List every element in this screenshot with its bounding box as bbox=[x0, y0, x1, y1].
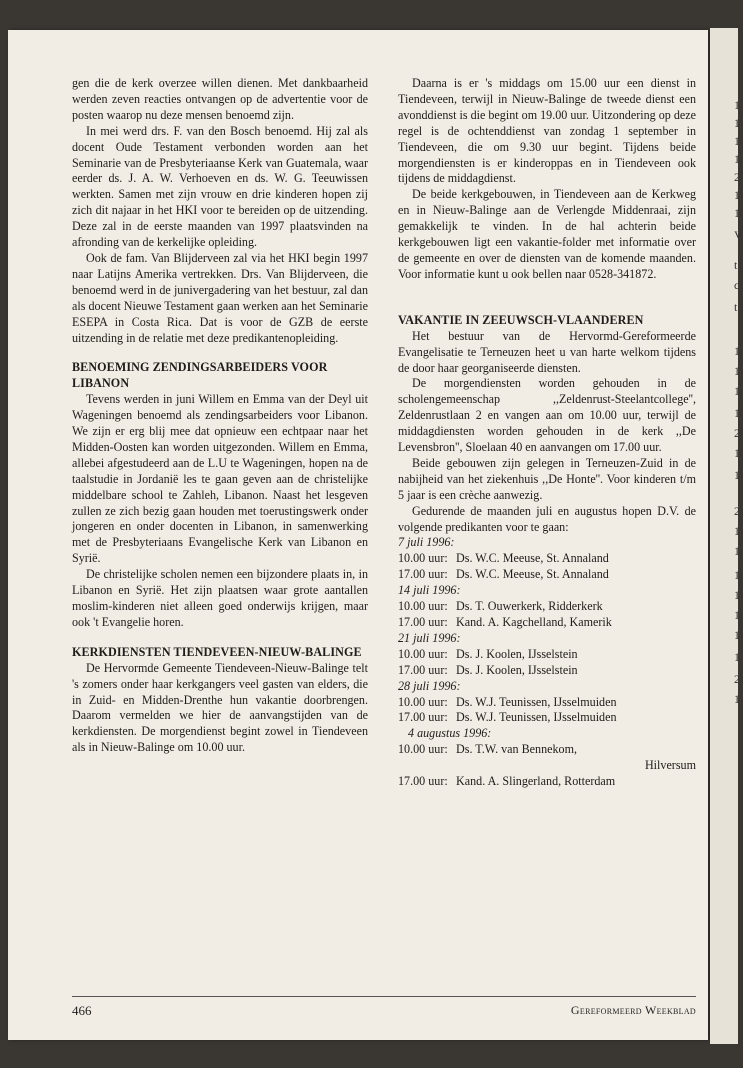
schedule-row bbox=[398, 774, 696, 790]
paragraph: gen die de kerk overzee willen dienen. Met dankbaarheid werden zeven reacties ontvangen op de advertentie voor de posten waarop nu deze mensen benoemd zijn. bbox=[72, 76, 368, 122]
adjacent-page-text-fragment: t bbox=[734, 300, 738, 314]
paragraph: De morgendiensten worden gehouden in de scholengemeenschap ,,Zeldenrust-Steelantcollege'', Zeldenrustlaan 2 en vangen aan om 10.00 uur, terwijl de middagdiensten worden gehouden in de kerk ,,De Levensbron'', Sloelaan 40 en aanvangen om 17.00 uur. bbox=[398, 376, 696, 455]
schedule-row bbox=[398, 615, 696, 631]
adjacent-page-text-fragment: V bbox=[734, 228, 743, 242]
preacher: Ds. J. Koolen, IJsselstein bbox=[456, 646, 578, 661]
adjacent-page-text-fragment: 1 bbox=[734, 384, 740, 398]
schedule-row bbox=[398, 710, 696, 726]
paragraph: Tevens werden in juni Willem en Emma van der Deyl uit Wageningen benoemd als zendingsarbeiders voor Libanon. We zijn er erg blij mee dat opnieuw een echtpaar naar het Midden-Oosten kan worden uitgezonden. Willem en Emma, allebei afgestudeerd aan de L.U te Wageningen, hopen na de taalstudie in Jordanië les te gaan geven aan de christelijke middelbare school te Zahleh, Libanon. Naast het lesgeven zullen ze zich bezig gaan houden met toerustingswerk onder jongeren en onder docenten in Libanon, in samenwerking met de Presbyteriaans Evangelische Kerk van Libanon en Syrië. bbox=[72, 392, 368, 566]
section-heading-libanon: BENOEMING ZENDINGSARBEIDERS VOOR LIBANON bbox=[72, 360, 328, 391]
schedule-row bbox=[398, 695, 696, 711]
section-heading-kerkdiensten: KERKDIENSTEN TIENDEVEEN-NIEUW-BALINGE bbox=[72, 644, 362, 659]
adjacent-page-text-fragment: 1 bbox=[734, 364, 740, 378]
schedule-date: 7 juli 1996: bbox=[398, 535, 455, 550]
adjacent-page-text-fragment: c bbox=[734, 278, 740, 292]
adjacent-page-text-fragment: 2 bbox=[734, 504, 740, 518]
schedule-row bbox=[398, 663, 696, 679]
adjacent-page-text-fragment: 1 bbox=[734, 692, 740, 706]
schedule-row bbox=[398, 742, 696, 774]
paragraph: Daarna is er 's middags om 15.00 uur een dienst in Tiendeveen, terwijl in Nieuw-Balinge de tweede dienst een avonddienst is die begint om 19.00 uur. Uitzondering op deze regel is de ochtenddienst van zondag 1 september in Tiendeveen, die om 9.30 uur begint. Tijdens beide morgendiensten is er kinderoppas en in Tiendeveen ook tijdens de middagdienst. bbox=[398, 76, 696, 186]
adjacent-page-text-fragment: 1 bbox=[734, 568, 740, 582]
service-time: 10.00 uur: bbox=[398, 694, 448, 709]
page-footer bbox=[72, 996, 696, 1018]
section-heading-zeeuwsch: VAKANTIE IN ZEEUWSCH-VLAANDEREN bbox=[398, 312, 644, 327]
service-time: 10.00 uur: bbox=[398, 646, 448, 661]
service-time: 10.00 uur: bbox=[398, 551, 448, 566]
preacher-schedule bbox=[398, 535, 696, 790]
adjacent-page-text-fragment: t bbox=[734, 258, 738, 272]
paragraph: De christelijke scholen nemen een bijzondere plaats in, in Libanon en Syrië. Het zijn plaatsen waar grote aantallen moslim-kinderen niet alleen goed onderwijs krijgen, maar ook 't Evangelie horen. bbox=[72, 567, 368, 629]
schedule-row bbox=[398, 647, 696, 663]
left-column bbox=[72, 76, 368, 756]
schedule-row bbox=[398, 551, 696, 567]
preacher: Kand. A. Kagchelland, Kamerik bbox=[456, 615, 612, 629]
right-column bbox=[398, 76, 696, 790]
service-time: 17.00 uur: bbox=[398, 615, 448, 629]
preacher: Ds. W.J. Teunissen, IJsselmuiden bbox=[456, 694, 617, 709]
adjacent-page-text-fragment: 1 bbox=[734, 588, 740, 602]
adjacent-page-text-fragment: 2 bbox=[734, 672, 740, 686]
paragraph: Ook de fam. Van Blijderveen zal via het HKI begin 1997 naar Latijns Amerika vertrekken. Drs. Van Blijderveen, die benoemd werd in de junivergadering van het bestuur, zal dan als docent Nieuwe Testament gaan werken aan het Seminarie ESEPA in Costa Rica. Dat is voor de GZB de eerste uitzending in de relatie met deze predikantenopleiding. bbox=[72, 250, 368, 345]
service-time: 17.00 uur: bbox=[398, 774, 448, 789]
service-time: 17.00 uur: bbox=[398, 710, 448, 725]
preacher: Ds. T. Ouwerkerk, Ridderkerk bbox=[456, 599, 603, 614]
paragraph: De Hervormde Gemeente Tiendeveen-Nieuw-Balinge telt 's zomers onder haar kerkgangers veel gasten van elders, die in Zuid- en Midden-Drenthe hun vakantie doorbrengen. Daarom vermelden we hier de aanvangstijden van de kerkdiensten. De morgendienst begint zowel in Tiendeveen als in Nieuw-Balinge om 10.00 uur. bbox=[72, 660, 368, 755]
adjacent-page-text-fragment: 1 bbox=[734, 206, 740, 220]
adjacent-page-text-fragment: 1 bbox=[734, 468, 740, 482]
preacher: Ds. J. Koolen, IJsselstein bbox=[456, 662, 578, 677]
preacher: Ds. W.J. Teunissen, IJsselmuiden bbox=[456, 710, 617, 725]
paragraph: Het bestuur van de Hervormd-Gereformeerde Evangelisatie te Terneuzen heet u van harte welkom tijdens de door haar georganiseerde diensten. bbox=[398, 328, 696, 375]
service-time: 17.00 uur: bbox=[398, 662, 448, 677]
page-number: 466 bbox=[72, 1003, 92, 1018]
adjacent-page-text-fragment: 1 bbox=[734, 116, 740, 130]
adjacent-page-text-fragment: 1 bbox=[734, 524, 740, 538]
adjacent-page-text-fragment: 2 bbox=[734, 170, 740, 184]
service-time: 17.00 uur: bbox=[398, 567, 448, 582]
preacher-city: Hilversum bbox=[644, 758, 696, 773]
paragraph: De beide kerkgebouwen, in Tiendeveen aan de Kerkweg en in Nieuw-Balinge aan de Verlengde Middenraai, zijn gemakkelijk te vinden. In de hal achterin beide kerkgebouwen ligt een vakantie-folder met informatie over de gemeente en over de diensten van de komende maanden. Voor informatie kunt u ook bellen naar 0528-341872. bbox=[398, 187, 696, 281]
preacher: Ds. T.W. van Bennekom, bbox=[456, 742, 578, 757]
adjacent-page-text-fragment: 1 bbox=[734, 98, 740, 112]
adjacent-page-text-fragment: 1 bbox=[734, 650, 740, 664]
paragraph: In mei werd drs. F. van den Bosch benoemd. Hij zal als docent Oude Testament verbonden worden aan het Seminarie van de Presbyteriaanse Kerk van Guatemala, waar eerder ds. J. A. W. Verhoeven en ds. W. G. Teeuwissen werkten. Samen met zijn vrouw en drie kinderen hopen zij zich dit najaar in het HKI voor te bereiden op de uitzending. Deze zal in de eerste maanden van 1997 plaatsvinden na afronding van de kerkelijke opleiding. bbox=[72, 123, 368, 250]
schedule-row bbox=[398, 567, 696, 583]
preacher: Kand. A. Slingerland, Rotterdam bbox=[456, 774, 616, 789]
schedule-date: 21 juli 1996: bbox=[398, 630, 461, 645]
preacher: Ds. W.C. Meeuse, St. Annaland bbox=[456, 551, 609, 566]
publication-name: Gereformeerd Weekblad bbox=[570, 1003, 696, 1017]
schedule-date: 4 augustus 1996: bbox=[408, 726, 492, 741]
adjacent-page-text-fragment: 1 bbox=[734, 152, 740, 166]
schedule-row bbox=[398, 599, 696, 615]
adjacent-page-edge bbox=[710, 28, 743, 1044]
adjacent-page-text-fragment: 1 bbox=[734, 406, 740, 420]
adjacent-page-text-fragment: 1 bbox=[734, 628, 740, 642]
service-time: 10.00 uur: bbox=[398, 742, 448, 757]
adjacent-page-text-fragment: 1 bbox=[734, 134, 740, 148]
schedule-date: 28 juli 1996: bbox=[398, 678, 461, 693]
adjacent-page-text-fragment: 1 bbox=[734, 446, 740, 460]
service-time: 10.00 uur: bbox=[398, 599, 448, 614]
paragraph: Beide gebouwen zijn gelegen in Terneuzen-Zuid in de nabijheid van het ziekenhuis ,,De Honte''. Voor kinderen t/m 5 jaar is een crèche aanwezig. bbox=[398, 455, 696, 502]
adjacent-page-text-fragment: 1 bbox=[734, 188, 740, 202]
adjacent-page-text-fragment: 2 bbox=[734, 426, 740, 440]
adjacent-page-text-fragment: 1 bbox=[734, 344, 740, 358]
preacher: Ds. W.C. Meeuse, St. Annaland bbox=[456, 567, 609, 582]
schedule-date: 14 juli 1996: bbox=[398, 583, 461, 598]
adjacent-page-text-fragment: 1 bbox=[734, 544, 740, 558]
paragraph: Gedurende de maanden juli en augustus hopen D.V. de volgende predikanten voor te gaan: bbox=[398, 503, 696, 534]
adjacent-page-text-fragment: 1 bbox=[734, 608, 740, 622]
